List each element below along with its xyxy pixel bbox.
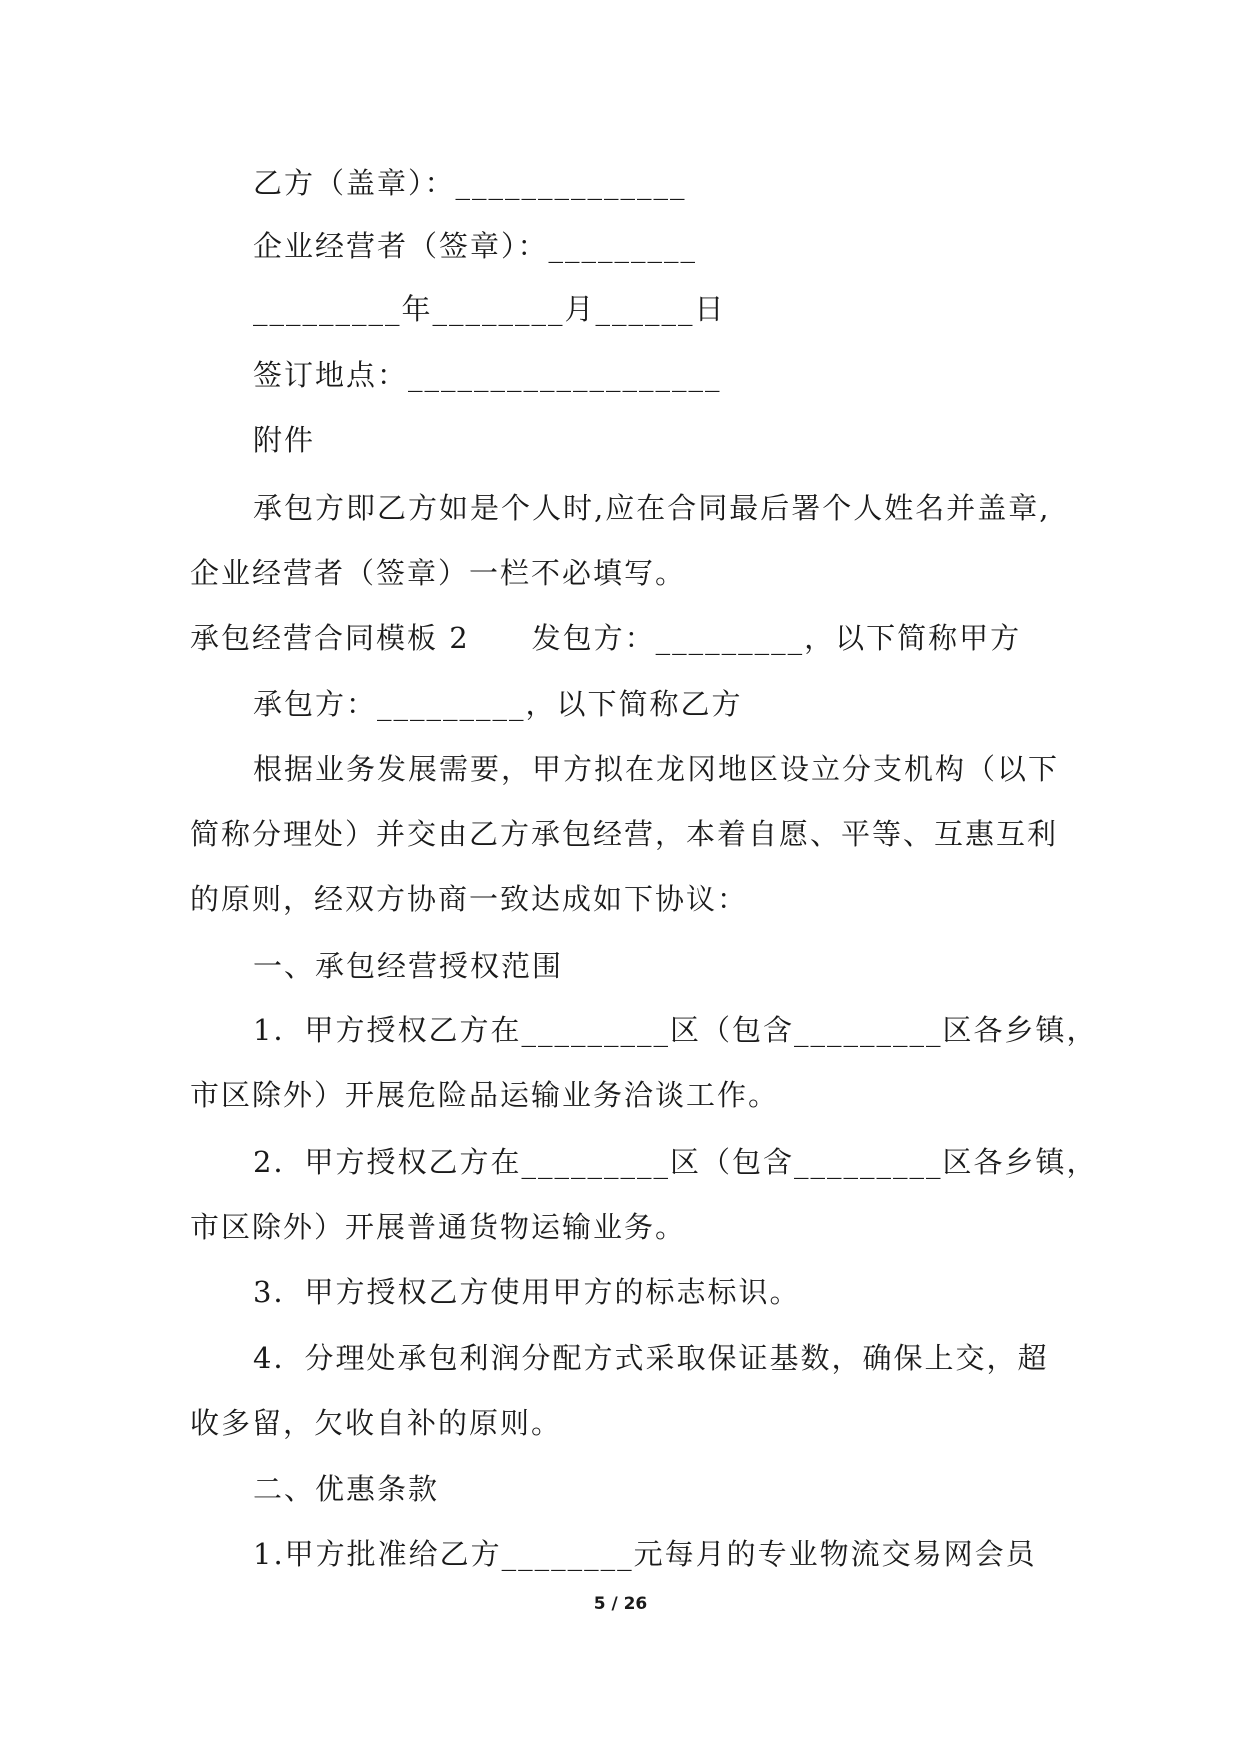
attachment-text-line-1: 承包方即乙方如是个人时,应在合同最后署个人姓名并盖章, <box>253 491 1051 525</box>
clause-1-1-line-1: 1．甲方授权乙方在_________区（包含_________区各乡镇， <box>253 1013 1098 1047</box>
clause-1-4-line-2: 收多留，欠收自补的原则。 <box>190 1406 563 1440</box>
signing-place-line: 签订地点：___________________ <box>253 358 722 392</box>
clause-1-1-line-2: 市区除外）开展危险品运输业务洽谈工作。 <box>190 1078 780 1112</box>
contractor-line: 承包方：_________，以下简称乙方 <box>253 687 743 721</box>
section-2-heading: 二、优惠条款 <box>253 1472 440 1506</box>
preamble-line-1: 根据业务发展需要，甲方拟在龙冈地区设立分支机构（以下 <box>253 752 1060 786</box>
attachment-text-line-2: 企业经营者（签章）一栏不必填写。 <box>190 556 687 590</box>
operator-signature-line: 企业经营者（签章）：_________ <box>253 229 698 263</box>
section-1-heading: 一、承包经营授权范围 <box>253 949 564 983</box>
clause-1-4-line-1: 4．分理处承包利润分配方式采取保证基数，确保上交，超 <box>253 1341 1049 1375</box>
clause-1-2-line-1: 2．甲方授权乙方在_________区（包含_________区各乡镇， <box>253 1145 1098 1179</box>
preamble-line-3: 的原则，经双方协商一致达成如下协议： <box>190 882 749 916</box>
clause-1-2-line-2: 市区除外）开展普通货物运输业务。 <box>190 1210 687 1244</box>
party-b-seal-line: 乙方（盖章）：______________ <box>253 166 687 200</box>
date-line: _________年________月______日 <box>253 292 726 326</box>
clause-1-3: 3．甲方授权乙方使用甲方的标志标识。 <box>253 1275 801 1309</box>
preamble-line-2: 简称分理处）并交由乙方承包经营，本着自愿、平等、互惠互利 <box>190 817 1059 851</box>
template-2-heading-line: 承包经营合同模板 2 发包方：_________，以下简称甲方 <box>190 621 1022 655</box>
clause-2-1-line-1: 1.甲方批准给乙方________元每月的专业物流交易网会员 <box>253 1537 1037 1571</box>
attachment-heading: 附件 <box>253 423 316 457</box>
page-number: 5 / 26 <box>593 1594 648 1614</box>
